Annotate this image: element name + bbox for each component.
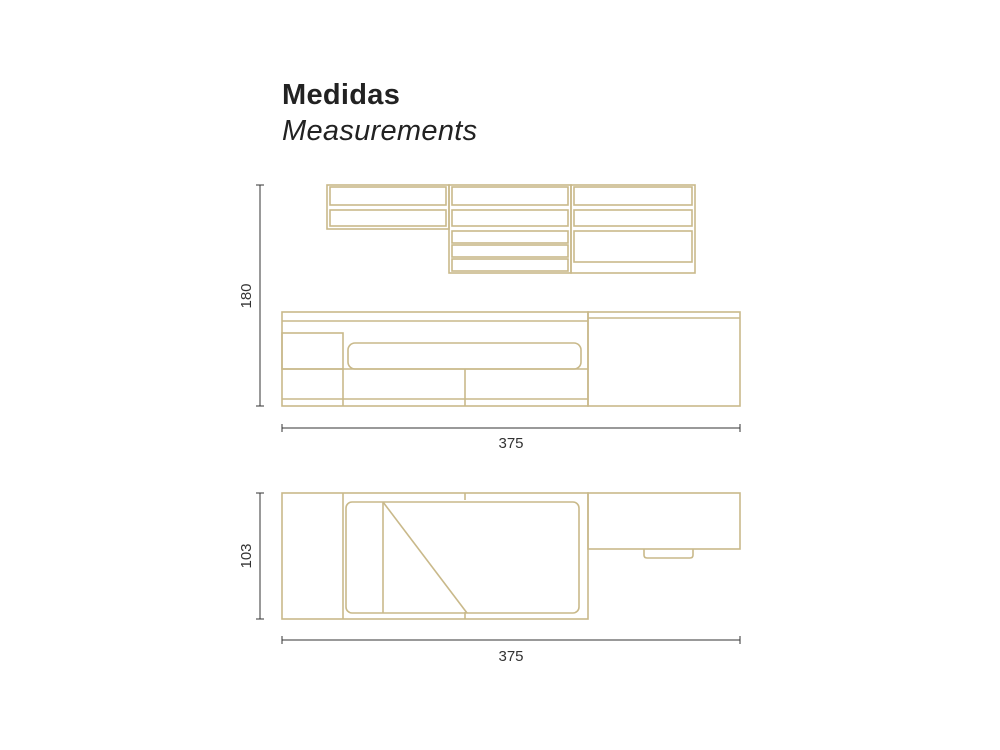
desk-body (588, 312, 740, 406)
front-dimensions (256, 185, 740, 432)
side-cabinet (282, 333, 343, 369)
desk-chair-pad (644, 549, 693, 558)
plan-dimensions (256, 493, 740, 644)
page-title: Medidas (282, 79, 401, 111)
plan-depth-label: 103 (238, 543, 255, 569)
plan-width-label: 375 (498, 648, 524, 665)
mattress-plan (346, 502, 579, 613)
page-subtitle: Measurements (282, 115, 478, 147)
desk-unit (588, 312, 740, 406)
bed-unit (282, 312, 588, 406)
bed-diagonal (383, 502, 467, 613)
mattress-front (348, 343, 581, 369)
bed-plan-frame (282, 493, 588, 619)
desk-plan (588, 493, 740, 558)
bed-frame (282, 312, 588, 406)
wall-unit-right (571, 185, 695, 273)
wall-units (327, 185, 695, 273)
wall-unit-left (327, 185, 449, 229)
bed-plan (282, 493, 588, 619)
front-width-label: 375 (498, 435, 524, 452)
front-elevation (282, 185, 740, 406)
front-height-label: 180 (238, 283, 255, 309)
plan-view (282, 493, 740, 619)
desk-plan-top (588, 493, 740, 549)
